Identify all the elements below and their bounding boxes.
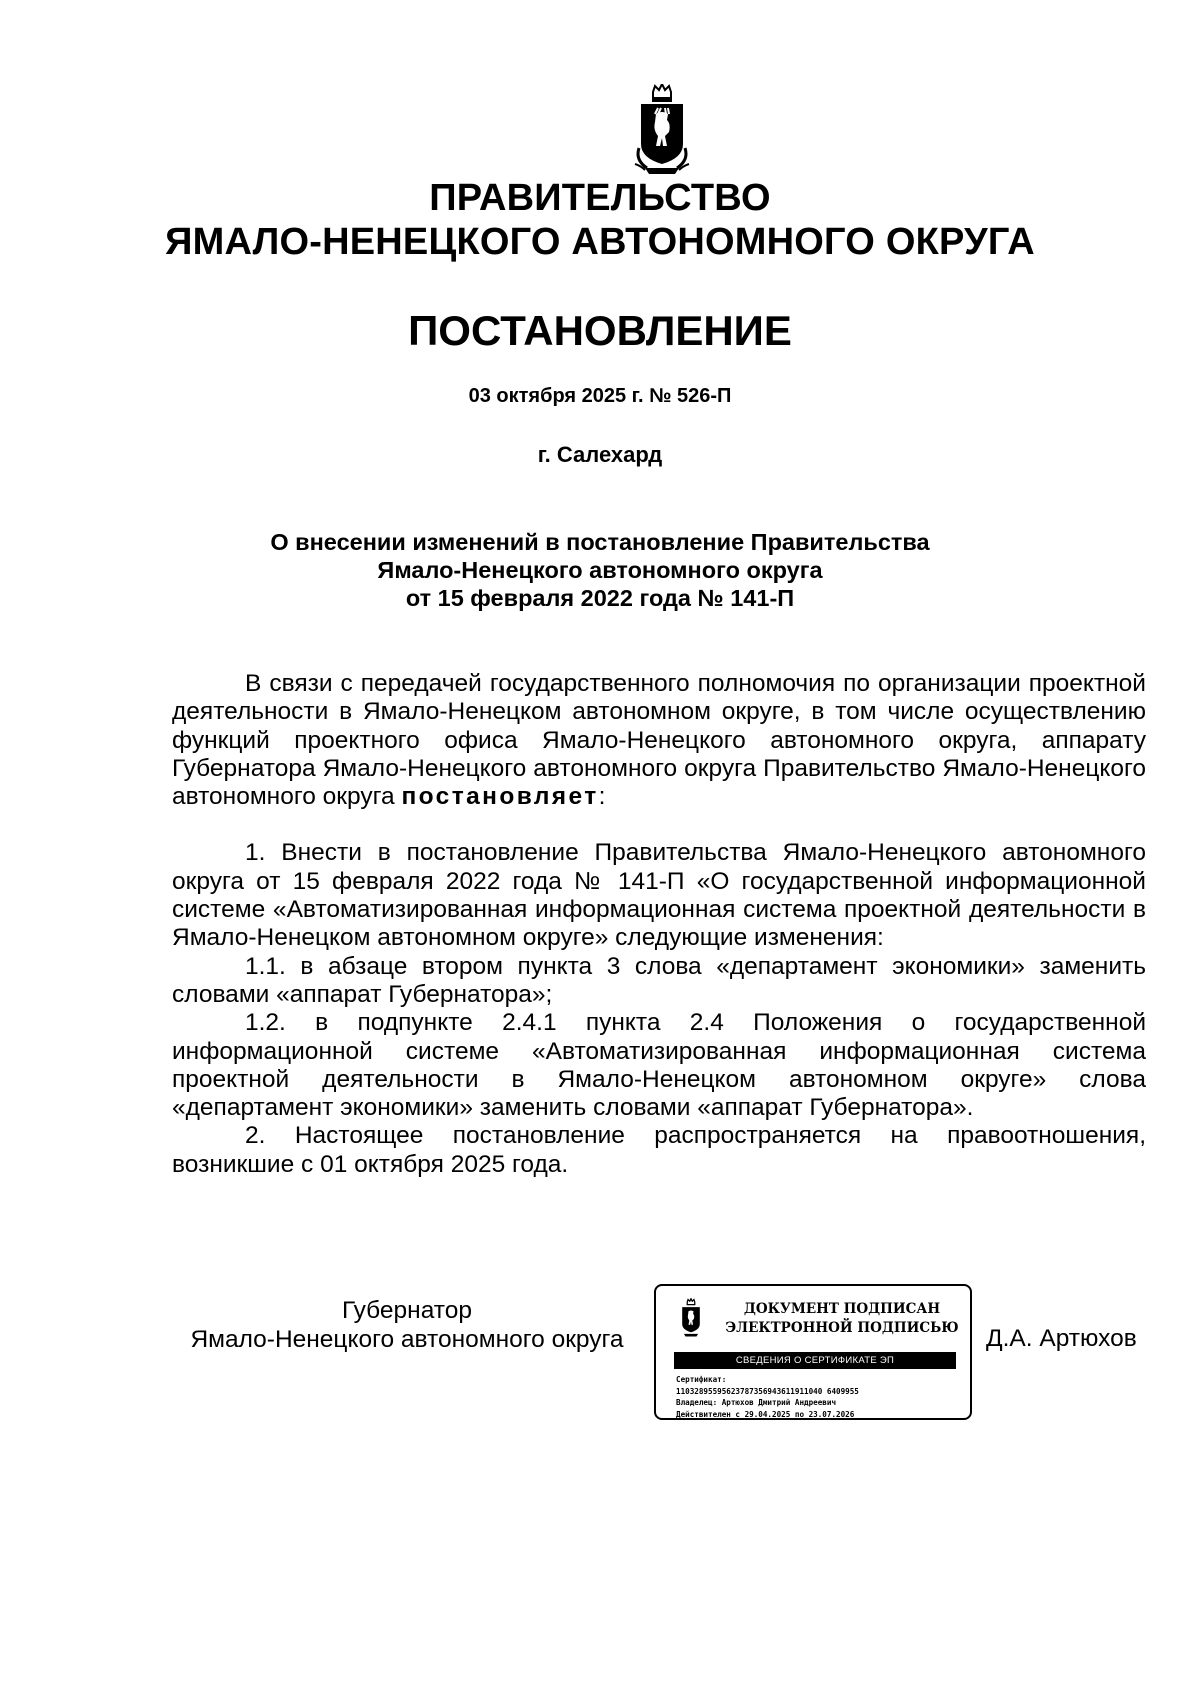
stamp-coat-of-arms-icon	[678, 1298, 704, 1338]
certificate-info-bar: СВЕДЕНИЯ О СЕРТИФИКАТЕ ЭП	[674, 1352, 956, 1369]
stamp-heading-line: ДОКУМЕНТ ПОДПИСАН	[743, 1301, 941, 1317]
document-type: ПОСТАНОВЛЕНИЕ	[408, 307, 792, 354]
signatory-position-line: Ямало-Ненецкого автономного округа	[190, 1326, 624, 1353]
document-subject	[0, 528, 1200, 612]
certificate-owner: Владелец: Артюхов Дмитрий Андреевич	[676, 1398, 837, 1407]
document-body	[172, 670, 1146, 1179]
item-1: 1. Внести в постановление Правительства Ямало-Ненецкого автономного округа от 15 февраля 2022 года № 141-П «О государственной информационной системе «Автоматизированная информационная система проектной деятельности в Ямало-Ненецком автономном округе» следующие изменения:	[172, 839, 1146, 952]
electronic-signature-stamp	[654, 1284, 972, 1420]
preamble-paragraph	[172, 670, 1146, 811]
signatory-position	[172, 1296, 642, 1354]
coat-of-arms-icon	[631, 84, 693, 176]
stamp-heading-line: ЭЛЕКТРОННОЙ ПОДПИСЬЮ	[725, 1320, 959, 1336]
subject-line: О внесении изменений в постановление Правительства	[270, 529, 930, 555]
certificate-label: Сертификат:	[676, 1375, 727, 1384]
certificate-details	[676, 1374, 966, 1420]
preamble-end: :	[598, 783, 606, 811]
resolves-word: постановляет	[401, 783, 599, 811]
government-title: ПРАВИТЕЛЬСТВО	[429, 177, 771, 219]
stamp-heading	[724, 1300, 960, 1338]
item-2: 2. Настоящее постановление распространяется на правоотношения, возникшие с 01 октября 2025 года.	[172, 1122, 1146, 1178]
certificate-validity: Действителен с 29.04.2025 по 23.07.2026	[676, 1409, 855, 1419]
preamble-text: В связи с передачей государственного полномочия по организации проектной деятельности в Ямало-Ненецком автономном округе, в том числе осуществлению функций проектного офиса Ямало-Ненецкого автономного округа, аппарату Губернатора Ямало-Ненецкого автономного округа Правительство Ямало-Ненецкого автономного округа	[172, 670, 1146, 811]
certificate-number: 11032895595623787356943611911040 6409955	[676, 1386, 859, 1396]
subject-line: Ямало-Ненецкого автономного округа	[377, 557, 823, 583]
document-city: г. Салехард	[537, 442, 663, 467]
signatory-position-line: Губернатор	[342, 1297, 472, 1324]
item-1-1: 1.1. в абзаце втором пункта 3 слова «департамент экономики» заменить словами «аппарат Губернатора»;	[172, 952, 1146, 1008]
item-1-2: 1.2. в подпункте 2.4.1 пункта 2.4 Положения о государственной информационной системе «Автоматизированная информационная система проектной деятельности в Ямало-Ненецком автономном округе» слова «департамент экономики» заменить словами «аппарат Губернатора».	[172, 1009, 1146, 1122]
subject-line: от 15 февраля 2022 года № 141-П	[405, 585, 795, 611]
government-region: ЯМАЛО-НЕНЕЦКОГО АВТОНОМНОГО ОКРУГА	[165, 221, 1035, 263]
document-date-number: 03 октября 2025 г. № 526-П	[468, 385, 732, 407]
signatory-name: Д.А. Артюхов	[986, 1325, 1137, 1352]
